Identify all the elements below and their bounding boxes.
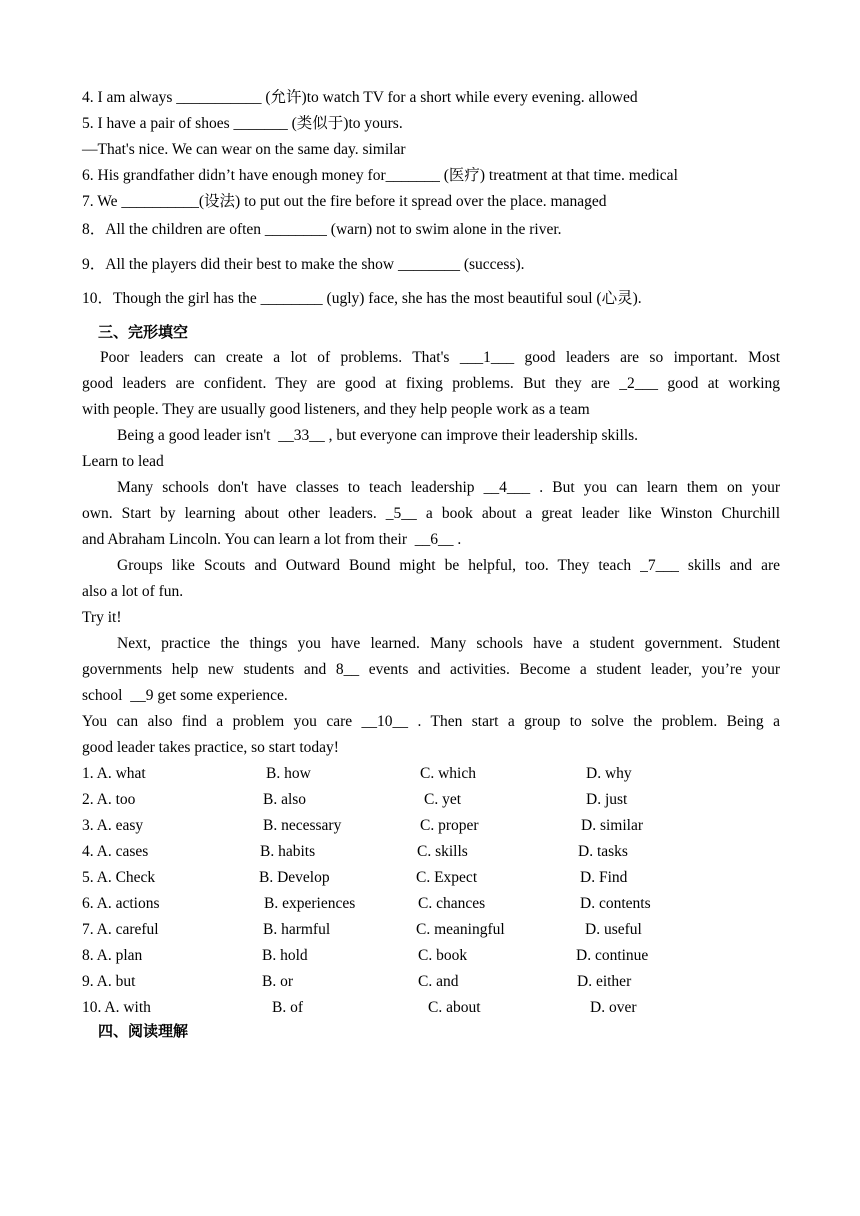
option-4-b: B. habits	[260, 843, 316, 860]
option-2-b: B. also	[263, 791, 307, 808]
passage-line: also a lot of fun.	[82, 583, 184, 600]
passage-line: good leaders are confident. They are good at fixing problems. But they are _2___ good at working	[82, 375, 780, 392]
option-6-c: C. chances	[418, 895, 486, 912]
section-4-heading: 四、阅读理解	[98, 1022, 189, 1040]
item-text: (医疗) treatment at that time. medical	[439, 167, 678, 184]
option-3-a: 3. A. easy	[82, 817, 144, 834]
item-text: 10．Though the girl has the ________ (ugly) face, she has the most beautiful soul (心灵).	[82, 290, 642, 307]
option-8-b: B. hold	[262, 947, 308, 964]
passage-line: governments help new students and 8__ events and activities. Become a student leader, you’re your	[82, 661, 780, 678]
option-10-d: D. over	[590, 999, 637, 1016]
item-text: 7. We	[82, 193, 122, 210]
fill-in-item	[82, 192, 606, 212]
fill-in-item	[82, 140, 406, 160]
fill-in-item	[82, 255, 525, 275]
passage-line: You can also find a problem you care __10__ . Then start a group to solve the problem. Being a	[82, 713, 780, 730]
answer-blank: ___________	[176, 89, 262, 106]
section-3-heading: 三、完形填空	[98, 323, 189, 341]
option-3-d: D. similar	[581, 817, 643, 834]
option-4-a: 4. A. cases	[82, 843, 149, 860]
option-7-d: D. useful	[585, 921, 642, 938]
option-1-b: B. how	[266, 765, 311, 782]
option-3-b: B. necessary	[263, 817, 342, 834]
passage-line: good leader takes practice, so start today!	[82, 739, 339, 756]
passage-line: Poor leaders can create a lot of problems. That's ___1___ good leaders are so important. Most	[100, 349, 780, 366]
passage-subheading: Learn to lead	[82, 453, 164, 470]
passage-line: school __9 get some experience.	[82, 687, 288, 704]
passage-line: own. Start by learning about other leaders. _5__ a book about a great leader like Winston Churchill	[82, 505, 780, 522]
option-4-c: C. skills	[417, 843, 468, 860]
option-9-b: B. or	[262, 973, 293, 990]
option-1-c: C. which	[420, 765, 476, 782]
item-text: (允许)to watch TV for a short while every evening. allowed	[261, 89, 638, 106]
item-text: 5. I have a pair of shoes	[82, 115, 234, 132]
option-3-c: C. proper	[420, 817, 479, 834]
option-8-c: C. book	[418, 947, 468, 964]
passage-line: with people. They are usually good listeners, and they help people work as a team	[82, 401, 590, 418]
option-7-c: C. meaningful	[416, 921, 505, 938]
option-1-a: 1. A. what	[82, 765, 146, 782]
option-5-d: D. Find	[580, 869, 628, 886]
passage-line: and Abraham Lincoln. You can learn a lot from their __6__ .	[82, 531, 462, 548]
item-text: 4. I am always	[82, 89, 177, 106]
option-7-b: B. harmful	[263, 921, 331, 938]
passage-subheading: Try it!	[82, 609, 122, 626]
item-text: (设法) to put out the fire before it spread over the place. managed	[198, 193, 607, 210]
fill-in-item	[82, 289, 642, 309]
option-8-a: 8. A. plan	[82, 947, 143, 964]
option-10-b: B. of	[272, 999, 303, 1016]
option-2-a: 2. A. too	[82, 791, 136, 808]
option-5-c: C. Expect	[416, 869, 478, 886]
option-6-b: B. experiences	[264, 895, 356, 912]
option-9-d: D. either	[577, 973, 632, 990]
option-2-d: D. just	[586, 791, 628, 808]
option-5-a: 5. A. Check	[82, 869, 156, 886]
passage-line: Next, practice the things you have learned. Many schools have a student government. Student	[117, 635, 780, 652]
option-2-c: C. yet	[424, 791, 462, 808]
option-6-d: D. contents	[580, 895, 651, 912]
fill-in-item	[82, 88, 638, 108]
item-text: 8．All the children are often ________ (warn) not to swim alone in the river.	[82, 221, 562, 238]
answer-blank: _______	[233, 115, 288, 132]
item-text: (类似于)to yours.	[287, 115, 403, 132]
fill-in-item	[82, 166, 678, 186]
option-10-a: 10. A. with	[82, 999, 151, 1016]
passage-line: Groups like Scouts and Outward Bound might be helpful, too. They teach _7___ skills and are	[117, 557, 780, 574]
answer-blank: __________	[121, 193, 199, 210]
option-10-c: C. about	[428, 999, 481, 1016]
item-text: —That's nice. We can wear on the same day. similar	[82, 141, 406, 158]
item-text: 9．All the players did their best to make the show ________ (success).	[82, 256, 525, 273]
fill-in-item	[82, 220, 562, 240]
option-7-a: 7. A. careful	[82, 921, 159, 938]
passage-line: Many schools don't have classes to teach leadership __4___ . But you can learn them on your	[117, 479, 780, 496]
option-6-a: 6. A. actions	[82, 895, 160, 912]
option-8-d: D. continue	[576, 947, 649, 964]
option-9-c: C. and	[418, 973, 459, 990]
option-5-b: B. Develop	[259, 869, 330, 886]
item-text: 6. His grandfather didn’t have enough money for	[82, 167, 386, 184]
option-9-a: 9. A. but	[82, 973, 136, 990]
option-4-d: D. tasks	[578, 843, 628, 860]
fill-in-item	[82, 114, 403, 134]
option-1-d: D. why	[586, 765, 632, 782]
passage-line: Being a good leader isn't __33__ , but everyone can improve their leadership skills.	[117, 427, 639, 444]
answer-blank: _______	[385, 167, 440, 184]
